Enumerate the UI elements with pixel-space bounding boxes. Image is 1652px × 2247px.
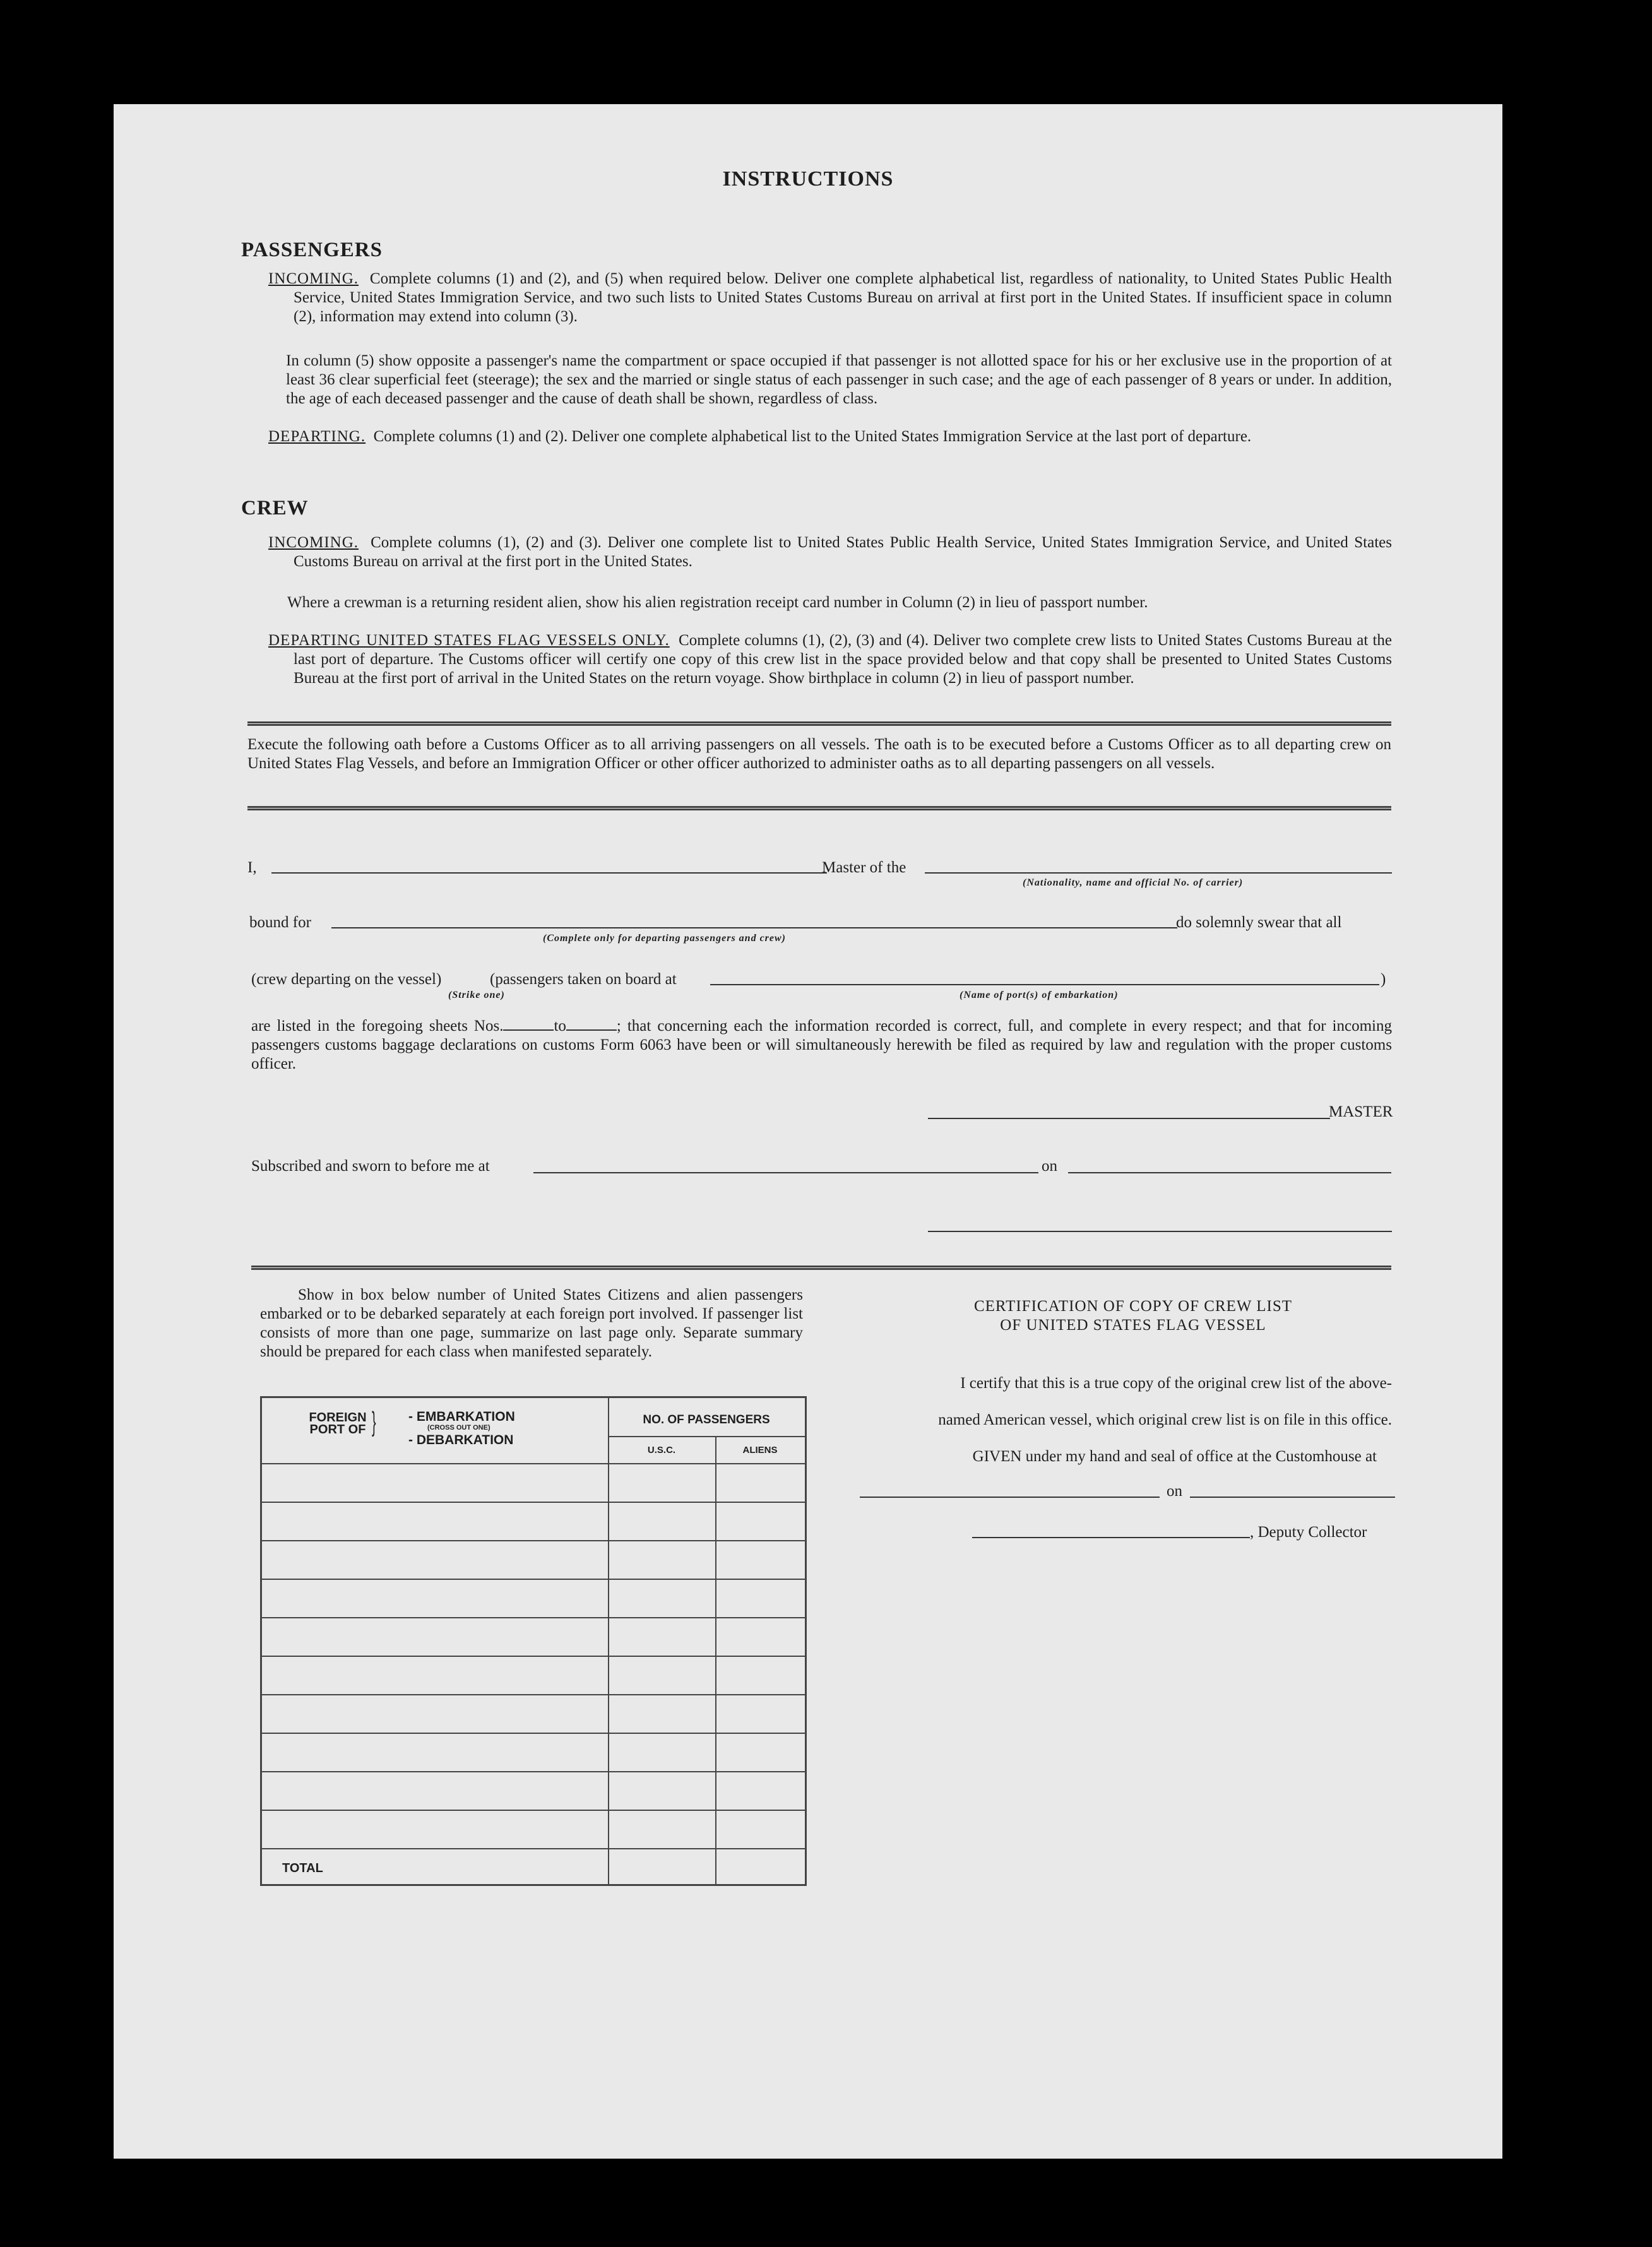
divider — [251, 1266, 1391, 1270]
table-row[interactable] — [262, 1656, 805, 1657]
passengers-departing-lead: DEPARTING. — [268, 428, 366, 445]
col-usc: U.S.C. — [647, 1445, 676, 1456]
form-page — [114, 104, 1502, 2159]
certification-line-1: I certify that this is a true copy of the original crew list of the above- — [960, 1375, 1392, 1392]
table-row[interactable] — [262, 1502, 805, 1503]
sworn-on-label: on — [1042, 1158, 1057, 1175]
passengers-incoming-text: Complete columns (1) and (2), and (5) when required below. Deliver one complete alphabetical list, regardless of nationality, to United States Public Health Service, United States Immigration Service, and two such lists to United States Customs Bureau on arrival at first port in the United States. If insufficient space in column (2), information may extend into column (3). — [294, 270, 1392, 325]
col-cross-out: (CROSS OUT ONE) — [427, 1424, 490, 1432]
col-embarkation: - EMBARKATION — [408, 1409, 515, 1424]
page-title: INSTRUCTIONS — [722, 167, 894, 191]
passengers-taken-option: (passengers taken on board at — [490, 971, 677, 988]
crew-incoming-lead: INCOMING. — [268, 534, 359, 551]
passengers-heading: PASSENGERS — [241, 239, 383, 261]
certification-date-field[interactable] — [1190, 1497, 1395, 1498]
table-column-divider — [715, 1437, 716, 1884]
carrier-field[interactable] — [925, 872, 1392, 874]
table-row[interactable] — [262, 1617, 805, 1618]
officer-signature-field[interactable] — [928, 1231, 1392, 1232]
master-signature-field[interactable] — [928, 1118, 1330, 1119]
col-foreign-port: FOREIGN PORT OF — [309, 1411, 367, 1437]
table-row[interactable] — [262, 1733, 805, 1734]
bound-for-label: bound for — [249, 914, 311, 931]
sworn-place-field[interactable] — [533, 1172, 1038, 1173]
passengers-incoming-paragraph — [268, 270, 1392, 326]
divider — [247, 806, 1391, 810]
crew-incoming-text: Complete columns (1), (2) and (3). Deliver one complete list to United States Public Health Service, United States Immigration Service, and United States Customs Bureau on arrival at the first port in the United States. — [294, 534, 1392, 570]
crew-departing-text: Complete columns (1), (2), (3) and (4). Deliver two complete crew lists to United States Customs Bureau at the last port of departure. The Customs officer will certify one copy of this crew list in the space provided below and that copy shall be presented to United States Customs Bureau at the first port of arrival in the United States on the return voyage. Show birthplace in column (2) in lieu of passport number. — [294, 632, 1392, 687]
summary-instructions: Show in box below number of United States Citizens and alien passengers embarked or to be debarked separately at each foreign port involved. If passenger list consists of more than one page, summarize on last page only. Separate summary should be prepared for each class when manifested separately. — [260, 1286, 803, 1360]
customhouse-field[interactable] — [860, 1497, 1160, 1498]
table-row[interactable] — [262, 1540, 805, 1541]
sheet-from-field[interactable] — [503, 1029, 554, 1031]
crew-departing-option: (crew departing on the vessel) — [251, 971, 442, 988]
table-row[interactable] — [262, 1579, 805, 1580]
listed-text-a: are listed in the foregoing sheets Nos. — [251, 1017, 504, 1035]
certification-line-2: named American vessel, which original crew list is on file in this office. — [938, 1411, 1392, 1428]
table-header-divider — [608, 1436, 805, 1437]
bound-for-caption: (Complete only for departing passengers and crew) — [543, 933, 786, 944]
sworn-date-field[interactable] — [1068, 1172, 1391, 1173]
sheet-to-field[interactable] — [566, 1029, 617, 1031]
crew-heading: CREW — [241, 497, 309, 519]
crew-resident-paragraph: Where a crewman is a returning resident alien, show his alien registration receipt card number in Column (2) in lieu of passport number. — [287, 594, 1148, 611]
passengers-departing-paragraph — [268, 427, 1392, 446]
table-row[interactable] — [262, 1771, 805, 1772]
crew-departing-paragraph — [268, 631, 1392, 688]
deputy-signature-field[interactable] — [972, 1537, 1250, 1538]
passenger-summary-table — [260, 1396, 807, 1886]
certification-heading-2: OF UNITED STATES FLAG VESSEL — [1000, 1317, 1266, 1334]
col-aliens: ALIENS — [742, 1445, 778, 1456]
table-column-divider — [608, 1398, 609, 1884]
table-row[interactable] — [262, 1810, 805, 1811]
passengers-incoming-lead: INCOMING. — [268, 270, 359, 287]
crew-departing-lead: DEPARTING UNITED STATES FLAG VESSELS ONLY. — [268, 632, 670, 649]
master-name-field[interactable] — [271, 872, 827, 874]
ports-field[interactable] — [710, 984, 1379, 985]
subscribed-label: Subscribed and sworn to before me at — [251, 1158, 490, 1175]
listed-paragraph — [251, 1017, 1392, 1074]
bound-for-field[interactable] — [331, 927, 1177, 928]
certification-on-label: on — [1167, 1483, 1182, 1500]
col-no-passengers: NO. OF PASSENGERS — [643, 1413, 770, 1426]
certification-heading-1: CERTIFICATION OF COPY OF CREW LIST — [973, 1298, 1293, 1315]
col-debarkation: - DEBARKATION — [408, 1433, 514, 1447]
strike-one-caption: (Strike one) — [448, 990, 505, 1000]
listed-to-text: to — [554, 1017, 566, 1035]
table-row[interactable] — [262, 1848, 805, 1849]
table-row[interactable] — [262, 1694, 805, 1695]
carrier-caption: (Nationality, name and official No. of carrier) — [1023, 877, 1244, 888]
ports-caption: (Name of port(s) of embarkation) — [960, 990, 1119, 1000]
total-label: TOTAL — [282, 1861, 323, 1875]
deputy-collector-label: , Deputy Collector — [1250, 1524, 1367, 1541]
oath-intro-paragraph: Execute the following oath before a Customs Officer as to all arriving passengers on all vessels. The oath is to be executed before a Customs Officer as to all departing crew on United States Flag Vessels, and before an Immigration Officer or other officer authorized to administer oaths as to all departing passengers on all vessels. — [247, 736, 1391, 772]
certification-line-3: GIVEN under my hand and seal of office at the Customhouse at — [972, 1448, 1377, 1465]
crew-incoming-paragraph — [268, 533, 1392, 571]
table-row[interactable] — [262, 1463, 805, 1464]
passengers-column5-paragraph: In column (5) show opposite a passenger's name the compartment or space occupied if that passenger is not allotted space for his or her exclusive use in the proportion of at least 36 clear superficial feet (steerage); the sex and the married or single status of each passenger in such case; and the age of each passenger of 8 years or under. In addition, the age of each deceased passenger and the cause of death shall be shown, regardless of class. — [286, 352, 1392, 407]
divider — [247, 721, 1391, 726]
close-paren: ) — [1381, 971, 1386, 988]
master-label: MASTER — [1329, 1103, 1393, 1120]
passengers-departing-text: Complete columns (1) and (2). Deliver one complete alphabetical list to the United States Immigration Service at the last port of departure. — [373, 428, 1252, 445]
listed-text-b: ; that concerning each the information recorded is correct, full, and complete in every respect; and that for incoming passengers customs baggage declarations on customs Form 6063 have been or will simultaneously herewith be filed as required by law and regulation with the proper customs officer. — [251, 1017, 1392, 1072]
master-of-the-label: Master of the — [822, 859, 906, 876]
swear-label: do solemnly swear that all — [1176, 914, 1342, 931]
brace-icon: } — [372, 1406, 376, 1437]
oath-i-label: I, — [247, 859, 257, 876]
